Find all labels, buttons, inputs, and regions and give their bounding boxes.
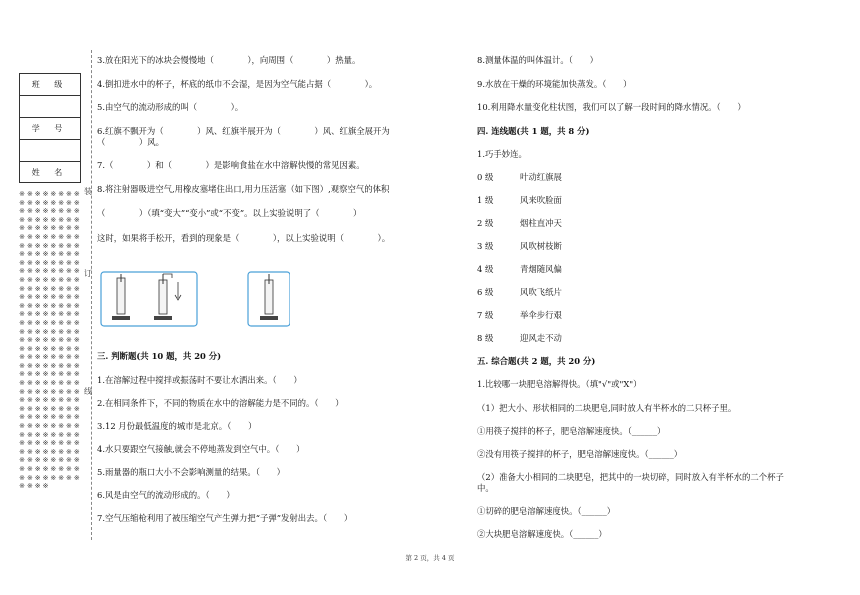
seal-char-zhuang: 装 — [84, 187, 92, 196]
question-7: 7.（ ）和（ ）是影响食盐在水中溶解快慢的常见因素。 — [97, 160, 365, 170]
page-footer: 第 2 页，共 4 页 — [405, 554, 455, 562]
class-blank — [20, 96, 80, 118]
judgement-3: 3.12 月份最低温度的城市是北京。（ ） — [97, 421, 257, 431]
judgement-1: 1.在溶解过程中搅拌或振荡时不要让水洒出来。（ ） — [97, 375, 302, 385]
section-5-title: 五. 综合题(共 2 题，共 20 分) — [477, 356, 596, 366]
judgement-6: 6.风是由空气的流动形成的。（ ） — [97, 490, 235, 500]
match-description: 举伞步行艰 — [520, 310, 562, 320]
question-6-cont: （ ）风。 — [97, 137, 164, 147]
match-level: 4 级 — [477, 264, 494, 274]
question-3: 3.放在阳光下的冰块会慢慢地（ ），向周围（ ）热量。 — [97, 55, 361, 65]
match-description: 风吹树枝断 — [520, 241, 562, 251]
section-4-title: 四. 连线题(共 1 题，共 8 分) — [477, 126, 590, 136]
match-level: 2 级 — [477, 218, 494, 228]
match-description: 叶动红旗展 — [520, 172, 562, 182]
syringe-illustration-2 — [248, 272, 290, 326]
binding-dashed-line — [91, 50, 92, 540]
question-4: 4.倒扣进水中的杯子，杯底的纸巾不会湿，是因为空气能占据（ ）。 — [97, 79, 378, 89]
class-label: 班 级 — [20, 74, 80, 96]
match-description: 烟柱直冲天 — [520, 218, 562, 228]
syringe-figure — [100, 270, 290, 328]
judgement-10: 10.利用降水量变化柱状图，我们可以了解一段时间的降水情况。（ ） — [477, 102, 746, 112]
student-number-blank — [20, 140, 80, 162]
comprehensive-q1-part2-b: ②大块肥皂溶解速度快。（______） — [477, 529, 607, 539]
judgement-9: 9.水放在干燥的环境能加快蒸发。（ ） — [477, 79, 632, 89]
comprehensive-q1-part1-b: ②没有用筷子搅拌的杯子，肥皂溶解速度快。（______） — [477, 449, 683, 459]
student-number-label: 学 号 — [20, 118, 80, 140]
match-description: 风来吹脸面 — [520, 195, 562, 205]
match-description: 风吹飞纸片 — [520, 287, 562, 297]
question-5: 5.由空气的流动形成的叫（ ）。 — [97, 102, 244, 112]
match-description: 青烟随风偏 — [520, 264, 562, 274]
match-title: 1.巧手妙连。 — [477, 149, 527, 159]
match-level: 8 级 — [477, 333, 494, 343]
question-8: 8.将注射器吸进空气,用橡皮塞堵住出口,用力压活塞（如下图）,观察空气的体积 — [97, 184, 390, 194]
match-description: 迎风走不动 — [520, 333, 562, 343]
comprehensive-q1-part2-cont: 中。 — [477, 483, 494, 493]
match-level: 6 级 — [477, 287, 494, 297]
judgement-7: 7.空气压缩枪利用了被压缩空气产生弹力把“子弹”发射出去。（ ） — [97, 513, 353, 523]
question-6: 6.红旗不飘开为（ ）风、红旗半展开为（ ）风、红旗全展开为 — [97, 126, 390, 136]
question-8-cont: （ ）（填“变大”“变小”或“不变”。以上实验说明了（ ） — [97, 208, 362, 218]
comprehensive-q1-part2-a: ①切碎的肥皂溶解速度快。（______） — [477, 506, 616, 516]
comprehensive-q1: 1.比较哪一块肥皂溶解得快。（填"√"或"X"） — [477, 379, 642, 389]
seal-char-xian: 线 — [84, 387, 92, 396]
comprehensive-q1-part2: （2）准备大小相同的二块肥皂，把其中的一块切碎，同时放入有半杯水的二个杯子 — [477, 472, 784, 482]
judgement-4: 4.水只要跟空气接触,就会不停地蒸发到空气中。（ ） — [97, 444, 305, 454]
comprehensive-q1-part1: （1）把大小、形状相同的二块肥皂,同时放人有半杯水的二只杯子里。 — [477, 403, 737, 413]
seal-char-ding: 订 — [84, 269, 92, 278]
match-level: 3 级 — [477, 241, 494, 251]
name-label: 姓 名 — [31, 168, 69, 177]
student-info-table — [19, 73, 81, 183]
match-level: 0 级 — [477, 172, 494, 182]
question-8-cont-2: 这时，如果将手松开，看到的现象是（ ），以上实验说明（ ）。 — [97, 233, 391, 243]
section-3-title: 三. 判断题(共 10 题，共 20 分) — [97, 351, 222, 361]
match-level: 1 级 — [477, 195, 494, 205]
seal-pattern: ※※※※※※※※※※※※※※※※※※※※※※※※※※※※※※※※※※※※※※※※※※※※※※※※※※※※※※※※※※※※※※※※※※※※※※※※※※※※※※※※※※※※※※※※※※※※※※※※※※※※※※※※※※※※※※※※※※※※※※※※※※※※※※※※※※※※※※※※※※※※※※※※※※※※※※※※※※※※※※※※※※※※※※※※※※※※※※※※※※※※※※※※※※※※※※※※※※※※※※※※※※※※※※※※※※※※※※※※※※※※※※※※※※※※※※※※※※※※※※※※※※※※※※※※※※※※※※※※※※※※※※※※※※※※※※※※※※※※ — [19, 190, 82, 491]
match-level: 7 级 — [477, 310, 494, 320]
judgement-8: 8.测量体温的叫体温计。（ ） — [477, 55, 599, 65]
judgement-5: 5.雨量器的瓶口大小不会影响测量的结果。（ ） — [97, 467, 286, 477]
judgement-2: 2.在相同条件下，不同的物质在水中的溶解能力是不同的。（ ） — [97, 398, 344, 408]
comprehensive-q1-part1-a: ①用筷子搅拌的杯子，肥皂溶解速度快。（______） — [477, 426, 666, 436]
syringe-illustration-1 — [101, 272, 197, 326]
